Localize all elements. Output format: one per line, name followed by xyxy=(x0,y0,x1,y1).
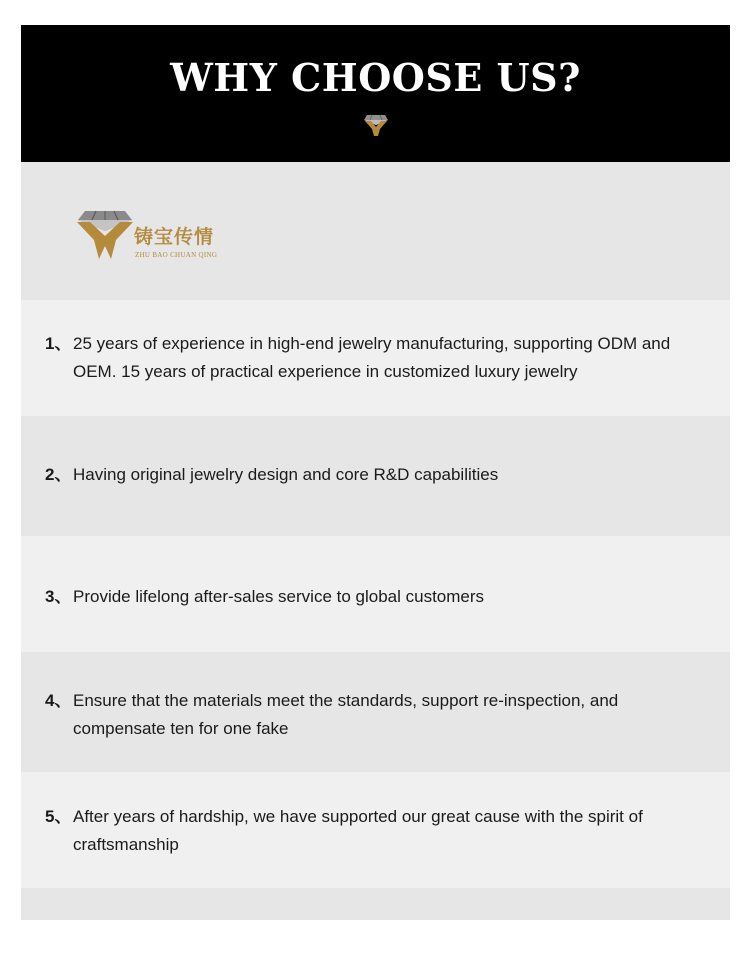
reason-text: After years of hardship, we have supported our great cause with the spirit of craftsmanship xyxy=(73,807,643,854)
brand-name-chinese: 铸宝传情 xyxy=(134,226,215,248)
reason-row-3 xyxy=(21,536,730,652)
reason-row-4 xyxy=(21,652,730,772)
reason-row-5 xyxy=(21,772,730,888)
page-title: WHY CHOOSE US? xyxy=(170,55,581,100)
reason-number: 4、 xyxy=(45,691,72,710)
reason-item xyxy=(45,583,715,611)
reason-number: 2、 xyxy=(45,465,72,484)
reason-text: Provide lifelong after-sales service to global customers xyxy=(73,587,485,606)
reason-number: 1、 xyxy=(45,334,72,353)
reason-number: 3、 xyxy=(45,587,72,606)
reason-text: Ensure that the materials meet the standards, support re-inspection, and compensate ten for one fake xyxy=(73,691,619,738)
header-banner xyxy=(21,25,730,162)
brand-name-pinyin: ZHU BAO CHUAN QING xyxy=(135,251,218,259)
reason-text: Having original jewelry design and core R&D capabilities xyxy=(73,465,499,484)
diamond-crest-icon xyxy=(363,113,389,137)
why-choose-us-panel xyxy=(21,25,730,920)
reason-item xyxy=(45,461,715,489)
reason-text: 25 years of experience in high-end jewelry manufacturing, supporting ODM and OEM. 15 years of practical experience in customized luxury jewelry xyxy=(73,334,671,381)
reason-item xyxy=(45,687,715,743)
brand-logo-band xyxy=(21,162,730,300)
reason-item xyxy=(45,330,715,386)
reason-number: 5、 xyxy=(45,807,72,826)
diamond-crest-logo-icon xyxy=(76,209,134,261)
reason-row-1 xyxy=(21,300,730,416)
reason-row-2 xyxy=(21,416,730,536)
bottom-strip xyxy=(21,888,730,920)
reason-item xyxy=(45,803,715,859)
